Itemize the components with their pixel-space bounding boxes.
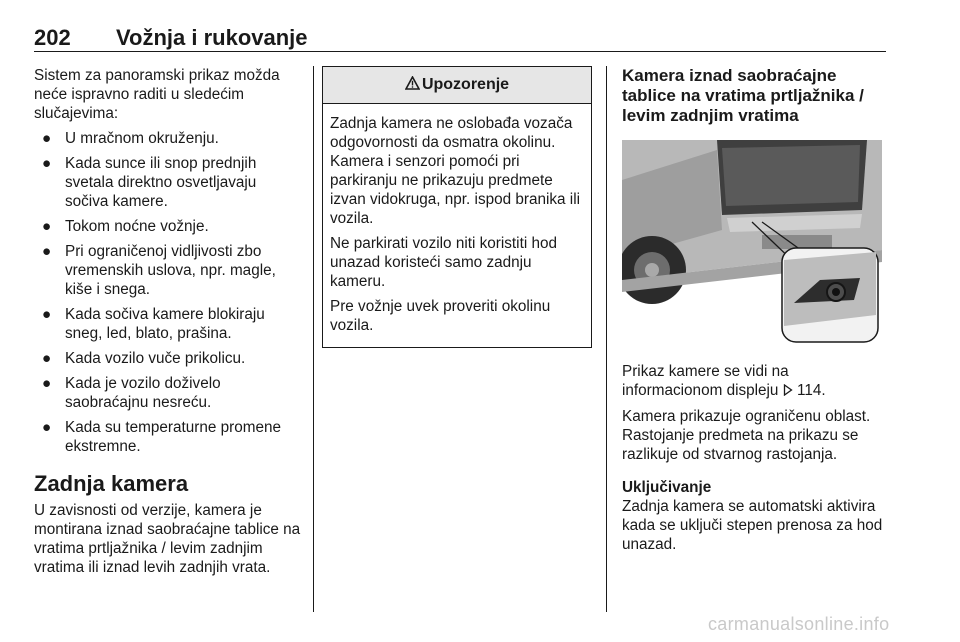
bullet-icon: ● — [42, 130, 52, 147]
list-item: ● Kada je vozilo doživelo saobraćajnu nesreću. — [42, 375, 221, 411]
list-item: ● Kada su temperaturne promene ekstremne. — [42, 419, 281, 455]
activation-paragraph: Zadnja kamera se automatski aktivira kada se uključi stepen prenosa za hod unazad. — [622, 498, 883, 553]
bullet-icon: ● — [42, 350, 52, 367]
page-title: Vožnja i rukovanje — [116, 25, 308, 50]
section-heading-plate-camera: Kamera iznad saobraćajne tablice na vratima prtljažnika / levim zadnjim vratima — [622, 66, 864, 125]
page-reference[interactable]: 114. — [796, 382, 826, 399]
list-item: ● U mračnom okruženju. — [42, 130, 219, 147]
column-left — [34, 66, 302, 583]
rear-camera-paragraph: U zavisnosti od verzije, kamera je montirana iznad saobraćajne tablice na vratima prtljažnika / levim zadnjim vratima ili iznad levih zadnjih vrata. — [34, 502, 301, 576]
warning-triangle-icon — [405, 68, 420, 104]
display-paragraph: Prikaz kamere se vidi na informacionom displeju 114. — [622, 363, 826, 399]
bullet-icon: ● — [42, 155, 52, 172]
warning-title: Upozorenje — [421, 76, 510, 93]
intro-paragraph: Sistem za panoramski prikaz možda neće ispravno raditi u sledećim slučajevima: — [34, 67, 280, 122]
bullet-icon: ● — [42, 218, 52, 235]
rear-camera-illustration — [622, 140, 882, 346]
bullet-icon: ● — [42, 306, 52, 323]
list-item: ● Kada vozilo vuče prikolicu. — [42, 350, 246, 367]
list-item: ● Tokom noćne vožnje. — [42, 218, 209, 235]
bullet-icon: ● — [42, 375, 52, 392]
bullet-icon: ● — [42, 243, 52, 260]
column-right — [622, 66, 890, 560]
warning-paragraph: Zadnja kamera ne oslobađa vozača odgovornosti da osmatra okolinu. Kamera i senzori pomoći pri parkiranju ne prikazuju predmete izvan vidokruga, npr. ispod branika ili vozila. — [330, 115, 580, 227]
page-number: 202 — [34, 25, 71, 50]
page-reference-icon — [783, 382, 793, 401]
bullet-icon: ● — [42, 419, 52, 436]
list-item: ● Pri ograničenoj vidljivosti zbo vremenskih uslova, npr. magle, kiše i snega. — [42, 243, 276, 298]
section-heading-rear-camera: Zadnja kamera — [34, 471, 189, 496]
column-divider-2 — [606, 66, 607, 612]
column-divider-1 — [313, 66, 314, 612]
condition-list — [34, 129, 302, 456]
header-rule — [34, 51, 886, 52]
list-item: ● Kada sunce ili snop prednjih svetala direktno osvetljavaju sočiva kamere. — [42, 155, 257, 210]
list-item: ● Kada sočiva kamere blokiraju sneg, led, blato, prašina. — [42, 306, 265, 342]
warning-paragraph: Pre vožnje uvek proveriti okolinu vozila. — [330, 298, 551, 334]
warning-header — [323, 67, 591, 104]
warning-box — [322, 66, 592, 348]
limited-area-paragraph: Kamera prikazuje ograničenu oblast. Rastojanje predmeta na prikazu se razlikuje od stvarnog rastojanja. — [622, 408, 871, 463]
subheading-activation: Uključivanje — [622, 479, 712, 496]
watermark: carmanualsonline.info — [708, 614, 890, 634]
warning-paragraph: Ne parkirati vozilo niti koristiti hod unazad koristeći samo zadnju kameru. — [330, 235, 557, 290]
page-header — [34, 22, 886, 50]
warning-body — [323, 104, 591, 347]
